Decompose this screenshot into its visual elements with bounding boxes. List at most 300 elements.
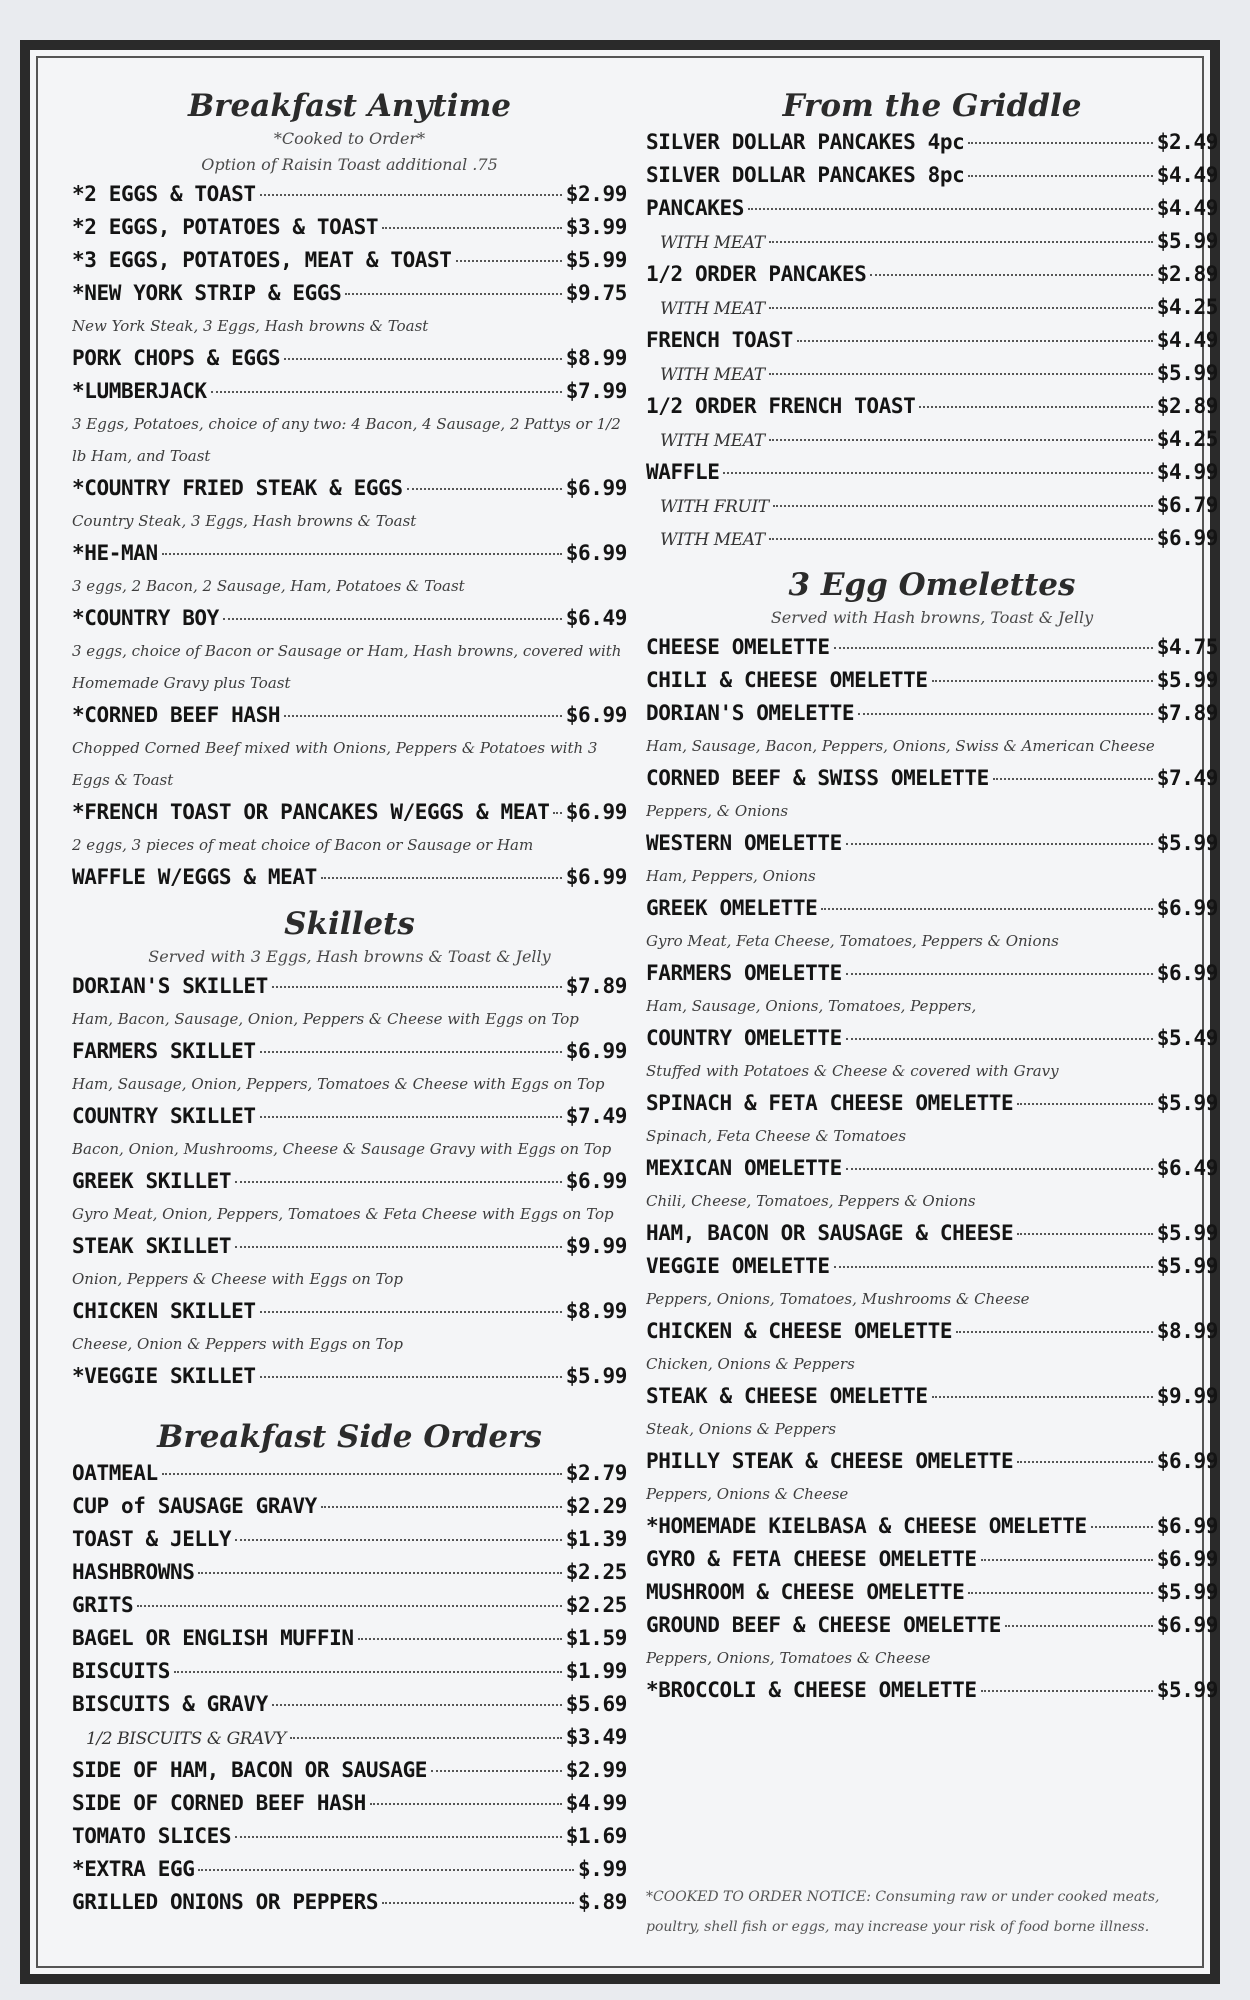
item-price: $5.99: [565, 1364, 627, 1388]
menu-item: [646, 423, 1218, 456]
menu-item: [646, 258, 1218, 291]
item-name: *COUNTRY FRIED STEAK & EGGS: [72, 476, 403, 500]
menu-item: [646, 192, 1218, 225]
item-description: Cheese, Onion & Peppers with Eggs on Top: [72, 1335, 403, 1353]
item-price: $5.99: [1156, 1678, 1218, 1702]
menu-item: [72, 277, 627, 310]
item-price: $5.99: [1156, 361, 1218, 385]
item-description: Steak, Onions & Peppers: [646, 1420, 837, 1438]
item-name: CHICKEN SKILLET: [72, 1299, 256, 1323]
menu-item: [646, 1087, 1218, 1120]
menu-item: [646, 126, 1218, 159]
item-name: WITH MEAT: [660, 365, 765, 385]
dot-leader: [321, 877, 562, 879]
item-name: WESTERN OMELETTE: [646, 831, 842, 855]
menu-item: [72, 1754, 627, 1787]
item-name: GREEK SKILLET: [72, 1169, 232, 1193]
menu-item: [646, 1510, 1218, 1543]
dot-leader: [748, 208, 1153, 210]
menu-item: [646, 664, 1218, 697]
dot-leader: [223, 618, 562, 620]
item-name: WAFFLE W/EGGS & MEAT: [72, 865, 317, 889]
side-orders-list: [72, 1457, 627, 1919]
omelettes-note: Served with Hash browns, Toast & Jelly: [770, 608, 1094, 627]
item-price: $5.99: [565, 248, 627, 272]
item-name: FARMERS SKILLET: [72, 1039, 256, 1063]
menu-item: [72, 1295, 627, 1328]
item-price: $5.99: [1156, 1254, 1218, 1278]
item-name: *VEGGIE SKILLET: [72, 1364, 256, 1388]
menu-item: [72, 602, 627, 635]
item-price: $6.99: [565, 541, 627, 565]
dot-leader: [846, 973, 1153, 975]
item-description: Bacon, Onion, Mushrooms, Cheese & Sausage Gravy with Eggs on Top: [72, 1140, 612, 1158]
item-price: $2.89: [1156, 394, 1218, 418]
item-price: $4.99: [565, 1791, 627, 1815]
dot-leader: [846, 1168, 1153, 1170]
raisin-toast-note: Option of Raisin Toast additional .75: [201, 155, 498, 174]
item-price: $2.29: [565, 1494, 627, 1518]
omelettes-section: [646, 565, 1218, 1707]
spacer: [72, 894, 627, 904]
menu-item: [72, 1360, 627, 1393]
griddle-section: [646, 86, 1218, 555]
menu-item: [72, 472, 627, 505]
item-name: VEGGIE OMELETTE: [646, 1254, 830, 1278]
item-name: *BROCCOLI & CHEESE OMELETTE: [646, 1678, 977, 1702]
dot-leader: [1091, 1526, 1153, 1528]
menu-item: [646, 1250, 1218, 1283]
item-name: DORIAN'S OMELETTE: [646, 701, 855, 725]
menu-item: [646, 1380, 1218, 1413]
dot-leader: [821, 908, 1152, 910]
dot-leader: [846, 1038, 1153, 1040]
item-description: 3 eggs, choice of Bacon or Sausage or Ham, Hash browns, covered with Homemade Gravy plus Toast: [72, 642, 622, 692]
item-price: $3.49: [565, 1725, 627, 1749]
menu-item: [72, 1589, 627, 1622]
item-name: WITH FRUIT: [660, 497, 769, 517]
menu-item: [72, 699, 627, 732]
menu-item: [646, 827, 1218, 860]
menu-item: [72, 1035, 627, 1068]
menu-item: [646, 1543, 1218, 1576]
dot-leader: [553, 812, 561, 814]
dot-leader: [919, 406, 1152, 408]
menu-item: [646, 1022, 1218, 1055]
item-name: 1/2 BISCUITS & GRAVY: [86, 1729, 286, 1749]
item-price: $4.75: [1156, 635, 1218, 659]
item-name: STEAK & CHEESE OMELETTE: [646, 1384, 928, 1408]
item-name: WITH MEAT: [660, 233, 765, 253]
item-price: $5.99: [1156, 1091, 1218, 1115]
dot-leader: [769, 241, 1153, 243]
dot-leader: [284, 358, 562, 360]
dot-leader: [370, 1803, 562, 1805]
menu-item: [646, 762, 1218, 795]
item-name: GREEK OMELETTE: [646, 896, 818, 920]
dot-leader: [773, 505, 1153, 507]
menu-item: [72, 970, 627, 1003]
menu-item: [72, 211, 627, 244]
item-price: $1.69: [565, 1824, 627, 1848]
item-price: $2.99: [565, 182, 627, 206]
item-price: $5.49: [1156, 1026, 1218, 1050]
item-price: $2.25: [565, 1560, 627, 1584]
dot-leader: [235, 1836, 562, 1838]
item-price: $7.89: [1156, 701, 1218, 725]
dot-leader: [260, 1051, 562, 1053]
item-description: Gyro Meat, Onion, Peppers, Tomatoes & Feta Cheese with Eggs on Top: [72, 1205, 614, 1223]
menu-item: [646, 291, 1218, 324]
item-name: OATMEAL: [72, 1461, 158, 1485]
item-description: Peppers, Onions & Cheese: [646, 1485, 849, 1503]
dot-leader: [981, 1690, 1153, 1692]
menu-item: [72, 1490, 627, 1523]
menu-item: [646, 1674, 1218, 1707]
item-name: *EXTRA EGG: [72, 1857, 195, 1881]
menu-item: [72, 1165, 627, 1198]
dot-leader: [769, 307, 1153, 309]
menu-item: [646, 522, 1218, 555]
dot-leader: [834, 1266, 1153, 1268]
menu-item: [646, 159, 1218, 192]
menu-page: [20, 40, 1220, 1984]
menu-item: [646, 324, 1218, 357]
item-name: *NEW YORK STRIP & EGGS: [72, 281, 342, 305]
cooked-to-order-note: *Cooked to Order*: [273, 129, 426, 148]
item-price: $8.99: [565, 1299, 627, 1323]
item-price: $6.99: [565, 1169, 627, 1193]
item-price: $7.89: [565, 974, 627, 998]
menu-item: [646, 390, 1218, 423]
item-name: CHEESE OMELETTE: [646, 635, 830, 659]
dot-leader: [321, 1506, 562, 1508]
item-name: COUNTRY OMELETTE: [646, 1026, 842, 1050]
dot-leader: [846, 843, 1153, 845]
dot-leader: [272, 1704, 562, 1706]
item-description: Peppers, & Onions: [646, 802, 789, 820]
menu-item: [72, 1622, 627, 1655]
item-name: *HOMEMADE KIELBASA & CHEESE OMELETTE: [646, 1514, 1087, 1538]
item-name: BISCUITS: [72, 1659, 170, 1683]
breakfast-anytime-title: Breakfast Anytime: [187, 88, 512, 124]
item-price: $4.49: [1156, 163, 1218, 187]
item-name: *3 EGGS, POTATOES, MEAT & TOAST: [72, 248, 452, 272]
item-price: $6.99: [1156, 1613, 1218, 1637]
item-price: $5.99: [1156, 668, 1218, 692]
item-price: $9.75: [565, 281, 627, 305]
menu-item: [646, 892, 1218, 925]
item-price: $6.99: [1156, 961, 1218, 985]
dot-leader: [431, 1770, 562, 1772]
dot-leader: [407, 488, 562, 490]
dot-leader: [260, 1116, 562, 1118]
item-price: $5.99: [1156, 229, 1218, 253]
item-description: Chicken, Onions & Peppers: [646, 1355, 855, 1373]
griddle-list: [646, 126, 1218, 555]
dot-leader: [968, 175, 1152, 177]
dot-leader: [382, 1902, 574, 1904]
item-name: WITH MEAT: [660, 530, 765, 550]
dot-leader: [456, 260, 562, 262]
item-name: FARMERS OMELETTE: [646, 961, 842, 985]
item-price: $9.99: [565, 1234, 627, 1258]
item-name: WAFFLE: [646, 460, 720, 484]
menu-item: [72, 537, 627, 570]
item-description: Peppers, Onions, Tomatoes, Mushrooms & Cheese: [646, 1290, 1030, 1308]
item-description: Ham, Peppers, Onions: [646, 867, 816, 885]
menu-item: [72, 1100, 627, 1133]
menu-item: [646, 357, 1218, 390]
menu-item: [646, 1445, 1218, 1478]
item-description: Onion, Peppers & Cheese with Eggs on Top: [72, 1270, 403, 1288]
dot-leader: [198, 1572, 561, 1574]
item-price: $7.49: [1156, 766, 1218, 790]
skillets-note: Served with 3 Eggs, Hash browns & Toast & Jelly: [148, 947, 551, 966]
item-description: Ham, Sausage, Bacon, Peppers, Onions, Swiss & American Cheese: [646, 737, 1155, 755]
breakfast-anytime-section: [72, 86, 627, 894]
menu-item: [646, 697, 1218, 730]
breakfast-anytime-list: [72, 178, 627, 894]
item-description: Chili, Cheese, Tomatoes, Peppers & Onions: [646, 1192, 976, 1210]
dot-leader: [235, 1539, 562, 1541]
menu-item: [646, 456, 1218, 489]
item-price: $6.49: [1156, 1156, 1218, 1180]
item-price: $2.99: [565, 1758, 627, 1782]
dot-leader: [956, 1331, 1153, 1333]
item-name: TOAST & JELLY: [72, 1527, 232, 1551]
item-name: *FRENCH TOAST OR PANCAKES W/EGGS & MEAT: [72, 800, 550, 824]
dot-leader: [858, 713, 1153, 715]
item-price: $6.99: [1156, 526, 1218, 550]
skillets-title: Skillets: [284, 906, 415, 942]
dot-leader: [1017, 1233, 1152, 1235]
item-price: $.99: [578, 1857, 627, 1881]
item-description: 3 eggs, 2 Bacon, 2 Sausage, Ham, Potatoes & Toast: [72, 577, 465, 595]
item-description: 2 eggs, 3 pieces of meat choice of Bacon or Sausage or Ham: [72, 836, 534, 854]
item-price: $8.99: [565, 346, 627, 370]
dot-leader: [162, 553, 562, 555]
item-price: $6.99: [565, 800, 627, 824]
item-name: STEAK SKILLET: [72, 1234, 232, 1258]
omelettes-title: 3 Egg Omelettes: [788, 567, 1076, 603]
item-price: $3.99: [565, 215, 627, 239]
item-price: $7.49: [565, 1104, 627, 1128]
menu-item: [72, 861, 627, 894]
menu-item: [72, 342, 627, 375]
item-price: $4.49: [1156, 196, 1218, 220]
item-price: $4.25: [1156, 295, 1218, 319]
item-price: $5.69: [565, 1692, 627, 1716]
item-name: *CORNED BEEF HASH: [72, 703, 281, 727]
dot-leader: [260, 194, 562, 196]
item-name: WITH MEAT: [660, 431, 765, 451]
dot-leader: [260, 1376, 562, 1378]
item-name: DORIAN'S SKILLET: [72, 974, 268, 998]
dot-leader: [211, 391, 562, 393]
dot-leader: [981, 1559, 1153, 1561]
item-name: SILVER DOLLAR PANCAKES 8pc: [646, 163, 965, 187]
left-column: [72, 86, 627, 1919]
item-name: HAM, BACON OR SAUSAGE & CHEESE: [646, 1221, 1014, 1245]
item-name: SIDE OF CORNED BEEF HASH: [72, 1791, 366, 1815]
skillets-section: [72, 904, 627, 1393]
menu-item: [72, 1853, 627, 1886]
item-price: $6.99: [1156, 1514, 1218, 1538]
item-description: Gyro Meat, Feta Cheese, Tomatoes, Peppers & Onions: [646, 932, 1059, 950]
menu-item: [646, 631, 1218, 664]
item-name: SILVER DOLLAR PANCAKES 4pc: [646, 130, 965, 154]
item-price: $6.99: [1156, 1547, 1218, 1571]
item-name: GYRO & FETA CHEESE OMELETTE: [646, 1547, 977, 1571]
menu-item: [646, 1152, 1218, 1185]
menu-border: [36, 56, 1218, 1968]
item-description: New York Steak, 3 Eggs, Hash browns & Toast: [72, 317, 429, 335]
dot-leader: [260, 1311, 562, 1313]
item-price: $4.25: [1156, 427, 1218, 451]
spacer: [72, 1393, 627, 1417]
item-price: $6.99: [565, 865, 627, 889]
item-price: $1.59: [565, 1626, 627, 1650]
item-name: *LUMBERJACK: [72, 379, 207, 403]
dot-leader: [769, 373, 1153, 375]
dot-leader: [272, 986, 562, 988]
item-name: SPINACH & FETA CHEESE OMELETTE: [646, 1091, 1014, 1115]
item-name: GROUND BEEF & CHEESE OMELETTE: [646, 1613, 1002, 1637]
dot-leader: [162, 1473, 562, 1475]
item-price: $6.99: [565, 703, 627, 727]
side-orders-section: [72, 1417, 627, 1919]
menu-item: [646, 225, 1218, 258]
skillets-list: [72, 970, 627, 1393]
item-name: CHILI & CHEESE OMELETTE: [646, 668, 928, 692]
item-price: $6.99: [565, 476, 627, 500]
dot-leader: [345, 293, 561, 295]
item-name: PHILLY STEAK & CHEESE OMELETTE: [646, 1449, 1014, 1473]
menu-item: [72, 1655, 627, 1688]
dot-leader: [1017, 1461, 1152, 1463]
dot-leader: [834, 647, 1153, 649]
dot-leader: [235, 1181, 562, 1183]
item-price: $2.25: [565, 1593, 627, 1617]
dot-leader: [769, 439, 1153, 441]
item-description: Peppers, Onions, Tomatoes & Cheese: [646, 1649, 931, 1667]
item-price: $9.99: [1156, 1384, 1218, 1408]
item-description: Ham, Sausage, Onions, Tomatoes, Peppers,: [646, 997, 977, 1015]
item-name: BAGEL OR ENGLISH MUFFIN: [72, 1626, 354, 1650]
item-description: Chopped Corned Beef mixed with Onions, Peppers & Potatoes with 3 Eggs & Toast: [72, 739, 598, 789]
item-name: 1/2 ORDER FRENCH TOAST: [646, 394, 916, 418]
menu-item: [646, 489, 1218, 522]
dot-leader: [870, 274, 1152, 276]
side-orders-title: Breakfast Side Orders: [157, 1419, 542, 1455]
item-name: TOMATO SLICES: [72, 1824, 232, 1848]
item-price: $8.99: [1156, 1319, 1218, 1343]
item-price: $2.49: [1156, 130, 1218, 154]
item-name: *2 EGGS & TOAST: [72, 182, 256, 206]
item-name: *HE-MAN: [72, 541, 158, 565]
right-column: [646, 86, 1218, 1956]
menu-item: [72, 796, 627, 829]
item-name: 1/2 ORDER PANCAKES: [646, 262, 867, 286]
item-price: $6.99: [565, 1039, 627, 1063]
item-price: $1.39: [565, 1527, 627, 1551]
cooked-to-order-notice: *COOKED TO ORDER NOTICE: Consuming raw or under cooked meats, poultry, shell fish or eggs, may increase your risk of food borne illness.: [646, 1889, 1160, 1935]
item-price: $.89: [578, 1890, 627, 1914]
item-price: $5.99: [1156, 1221, 1218, 1245]
dot-leader: [968, 142, 1152, 144]
menu-item: [72, 244, 627, 277]
dot-leader: [137, 1605, 562, 1607]
item-name: FRENCH TOAST: [646, 328, 793, 352]
item-name: PANCAKES: [646, 196, 744, 220]
menu-item: [72, 1721, 627, 1754]
menu-item: [72, 178, 627, 211]
menu-item: [646, 1315, 1218, 1348]
item-name: HASHBROWNS: [72, 1560, 195, 1584]
griddle-title: From the Griddle: [782, 88, 1082, 124]
dot-leader: [382, 227, 562, 229]
menu-item: [646, 1609, 1218, 1642]
dot-leader: [993, 778, 1153, 780]
item-price: $2.89: [1156, 262, 1218, 286]
item-price: $4.99: [1156, 460, 1218, 484]
omelettes-list: [646, 631, 1218, 1707]
item-price: $5.99: [1156, 831, 1218, 855]
dot-leader: [968, 1592, 1152, 1594]
item-name: GRILLED ONIONS OR PEPPERS: [72, 1890, 379, 1914]
dot-leader: [174, 1671, 562, 1673]
item-name: CORNED BEEF & SWISS OMELETTE: [646, 766, 989, 790]
item-description: Stuffed with Potatoes & Cheese & covered with Gravy: [646, 1062, 1059, 1080]
menu-item: [646, 1217, 1218, 1250]
dot-leader: [723, 472, 1152, 474]
item-price: $1.99: [565, 1659, 627, 1683]
item-price: $6.49: [565, 606, 627, 630]
item-name: GRITS: [72, 1593, 134, 1617]
menu-item: [72, 1523, 627, 1556]
item-price: $6.99: [1156, 896, 1218, 920]
menu-item: [72, 1556, 627, 1589]
menu-item: [72, 1688, 627, 1721]
menu-item: [72, 1820, 627, 1853]
item-name: *2 EGGS, POTATOES & TOAST: [72, 215, 379, 239]
dot-leader: [290, 1737, 562, 1739]
dot-leader: [358, 1638, 562, 1640]
item-price: $6.79: [1156, 493, 1218, 517]
dot-leader: [932, 680, 1153, 682]
item-name: MUSHROOM & CHEESE OMELETTE: [646, 1580, 965, 1604]
item-description: Ham, Sausage, Onion, Peppers, Tomatoes & Cheese with Eggs on Top: [72, 1075, 605, 1093]
item-description: Spinach, Feta Cheese & Tomatoes: [646, 1127, 907, 1145]
item-name: MEXICAN OMELETTE: [646, 1156, 842, 1180]
item-name: BISCUITS & GRAVY: [72, 1692, 268, 1716]
item-name: PORK CHOPS & EGGS: [72, 346, 281, 370]
dot-leader: [235, 1246, 562, 1248]
item-name: *COUNTRY BOY: [72, 606, 219, 630]
dot-leader: [1017, 1103, 1152, 1105]
item-description: 3 Eggs, Potatoes, choice of any two: 4 Bacon, 4 Sausage, 2 Pattys or 1/2 lb Ham, and Toast: [72, 415, 621, 465]
item-price: $2.79: [565, 1461, 627, 1485]
dot-leader: [932, 1396, 1153, 1398]
item-name: WITH MEAT: [660, 299, 765, 319]
item-name: SIDE OF HAM, BACON OR SAUSAGE: [72, 1758, 428, 1782]
menu-item: [646, 957, 1218, 990]
menu-item: [72, 1457, 627, 1490]
dot-leader: [797, 340, 1153, 342]
item-price: $4.49: [1156, 328, 1218, 352]
dot-leader: [284, 715, 562, 717]
